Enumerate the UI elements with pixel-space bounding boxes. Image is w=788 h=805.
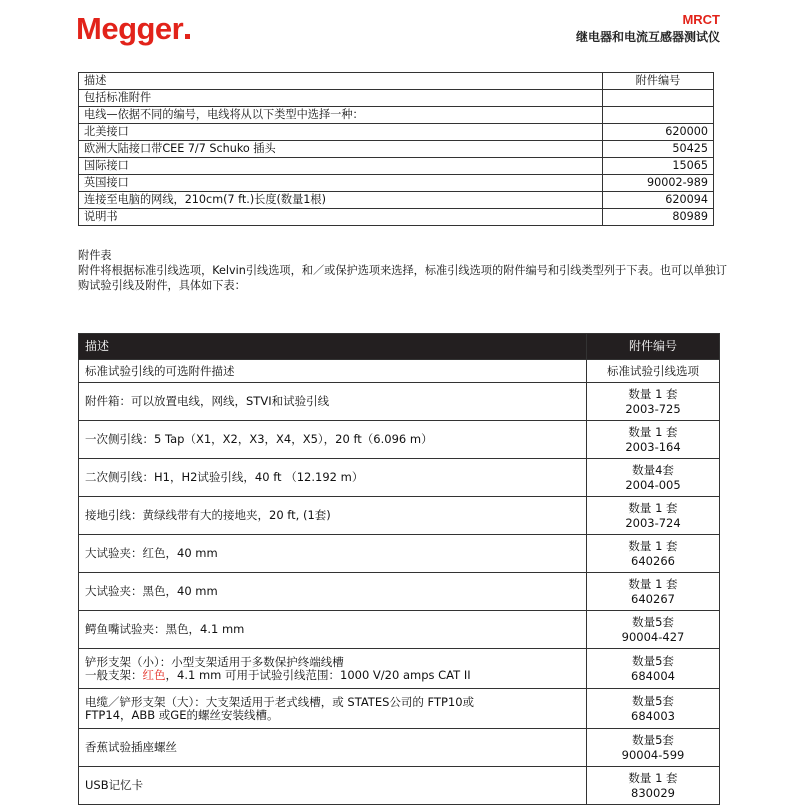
row-part-number: 640267 [631, 591, 675, 606]
row-description: 电线—依据不同的编号，电线将从以下类型中选择一种： [79, 107, 603, 124]
row-description: 包括标准附件 [79, 90, 603, 107]
table-row [79, 107, 714, 124]
row-part-number: 640266 [631, 553, 675, 568]
row-description: 大试验夹：黑色，40 mm [79, 573, 587, 611]
row-part-number: 2003-725 [625, 401, 681, 416]
row-part-cell [587, 535, 720, 573]
row-description-line: 电缆／铲形支架（大）：大支架适用于老式线槽，或 STATES公司的 FTP10或 [85, 694, 475, 709]
col-header-description: 描述 [79, 73, 603, 90]
table-header-row [79, 334, 720, 360]
row-part-number [603, 107, 714, 124]
row-description-line: 一般支架：红色，4.1 mm 可用于试验引线范围：1000 V/20 amps CAT II [85, 667, 471, 682]
red-highlight-text: 红色 [142, 667, 166, 682]
row-description-line: 铲形支架（小）：小型支架适用于多数保护终端线槽 [85, 654, 344, 669]
row-part-cell [587, 649, 720, 689]
table-row [79, 611, 720, 649]
row-part-cell [587, 383, 720, 421]
row-part-number [603, 90, 714, 107]
table-row [79, 689, 720, 729]
row-quantity: 数量5套 [632, 733, 674, 747]
table-row [79, 209, 714, 226]
row-quantity: 数量5套 [632, 654, 674, 668]
row-description: 欧洲大陆接口带CEE 7/7 Schuko 插头 [79, 141, 603, 158]
table-row [79, 124, 714, 141]
row-part-number: 620094 [603, 192, 714, 209]
col-header-description: 描述 [79, 334, 587, 360]
row-part-number: 90004-427 [621, 629, 685, 644]
row-part-number: 80989 [603, 209, 714, 226]
row-part-number: 90004-599 [621, 747, 685, 762]
table-row [79, 649, 720, 689]
row-description-line: FTP14，ABB 或GE的螺丝安装线槽。 [85, 707, 279, 722]
table-row [79, 421, 720, 459]
product-name: MRCT [682, 12, 720, 27]
row-part-number: 684003 [631, 708, 675, 723]
row-description: 大试验夹：红色，40 mm [79, 535, 587, 573]
row-description: 附件箱：可以放置电线，网线，STVI和试验引线 [79, 383, 587, 421]
row-description: 英国接口 [79, 175, 603, 192]
row-quantity: 数量 1 套 [628, 501, 678, 515]
row-quantity: 数量 1 套 [628, 425, 678, 439]
row-description: USB记忆卡 [79, 767, 587, 805]
row-quantity: 数量 1 套 [628, 387, 678, 401]
row-description [79, 649, 587, 689]
table-row [79, 729, 720, 767]
row-part-cell [587, 689, 720, 729]
row-part-number: 90002-989 [603, 175, 714, 192]
accessories-title: 附件表 [78, 249, 112, 262]
table-header-row [79, 73, 714, 90]
included-accessories-table [78, 72, 714, 226]
table-row [79, 192, 714, 209]
row-description: 说明书 [79, 209, 603, 226]
row-description: 连接至电脑的网线，210cm(7 ft.)长度(数量1根) [79, 192, 603, 209]
row-description: 二次侧引线：H1，H2试验引线，40 ft （12.192 m） [79, 459, 587, 497]
row-part-cell [587, 421, 720, 459]
col-header-part-number: 附件编号 [587, 334, 720, 360]
row-quantity: 数量4套 [632, 463, 674, 477]
subheader-part-number: 标准试验引线选项 [587, 360, 720, 383]
row-part-number: 2003-724 [625, 515, 681, 530]
row-description [79, 689, 587, 729]
optional-accessories-table [78, 333, 720, 805]
row-description: 北美接口 [79, 124, 603, 141]
row-part-cell [587, 497, 720, 535]
col-header-part-number: 附件编号 [603, 73, 714, 90]
row-part-cell [587, 573, 720, 611]
row-part-number: 830029 [631, 785, 675, 800]
row-quantity: 数量 1 套 [628, 539, 678, 553]
table-subheader-row [79, 360, 720, 383]
accessories-description: 附件将根据标准引线选项，Kelvin引线选项，和／或保护选项来选择，标准引线选项的附件编号和引线类型列于下表。也可以单独订购试验引线及附件，具体如下表： [78, 264, 727, 292]
table-row [79, 497, 720, 535]
table-row [79, 90, 714, 107]
row-quantity: 数量 1 套 [628, 771, 678, 785]
product-subtitle: 继电器和电流互感器测试仪 [575, 30, 720, 44]
row-part-number: 15065 [603, 158, 714, 175]
table-row [79, 767, 720, 805]
table-row [79, 383, 720, 421]
row-part-number: 684004 [631, 668, 675, 683]
table-row [79, 535, 720, 573]
row-quantity: 数量5套 [632, 615, 674, 629]
row-description: 国际接口 [79, 158, 603, 175]
table-row [79, 158, 714, 175]
row-part-cell [587, 459, 720, 497]
row-part-number: 2004-005 [625, 477, 681, 492]
row-description: 一次侧引线：5 Tap（X1，X2，X3，X4，X5），20 ft（6.096 m） [79, 421, 587, 459]
row-description: 香蕉试验插座螺丝 [79, 729, 587, 767]
row-part-number: 620000 [603, 124, 714, 141]
megger-logo: Megger [76, 11, 190, 47]
row-quantity: 数量5套 [632, 694, 674, 708]
row-part-number: 2003-164 [625, 439, 681, 454]
row-part-cell [587, 729, 720, 767]
row-part-number: 50425 [603, 141, 714, 158]
table-row [79, 459, 720, 497]
row-part-cell [587, 611, 720, 649]
subheader-description: 标准试验引线的可选附件描述 [79, 360, 587, 383]
row-quantity: 数量 1 套 [628, 577, 678, 591]
table-row [79, 175, 714, 192]
row-description: 鳄鱼嘴试验夹：黑色，4.1 mm [79, 611, 587, 649]
table-row [79, 573, 720, 611]
table-row [79, 141, 714, 158]
row-description: 接地引线：黄绿线带有大的接地夹，20 ft, (1套) [79, 497, 587, 535]
row-part-cell [587, 767, 720, 805]
